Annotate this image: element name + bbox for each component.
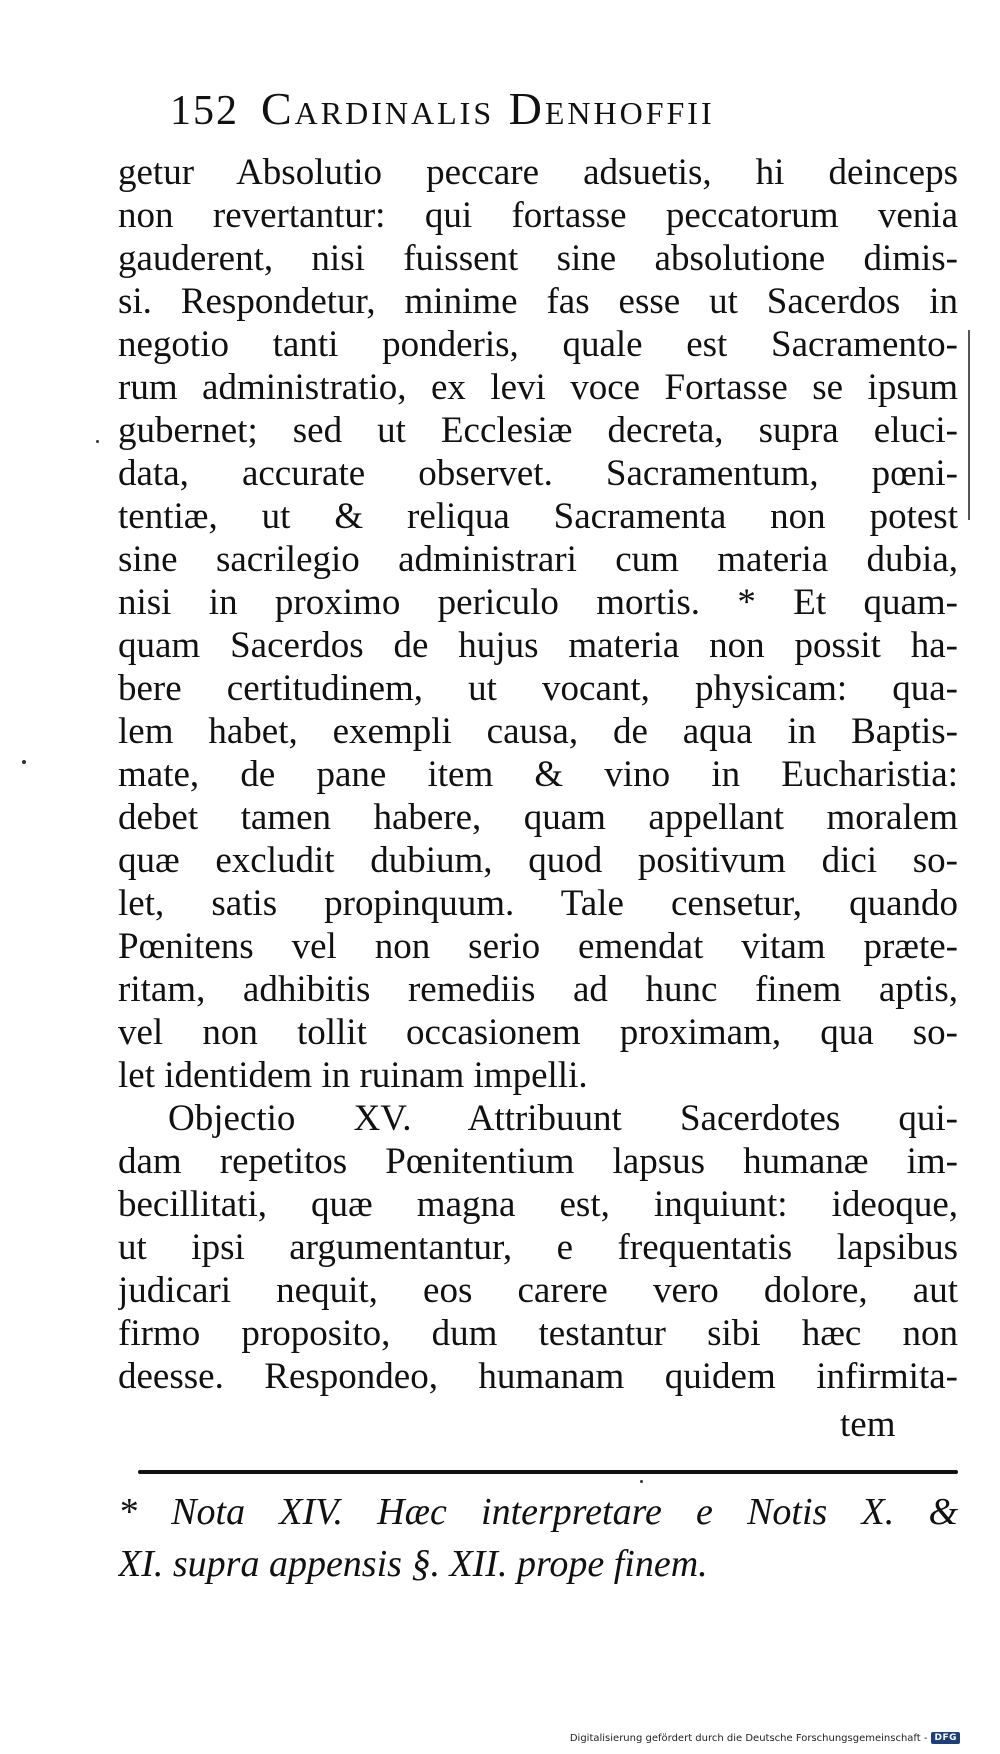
footnote-line: XI. supra appensis §. XII. prope finem. (118, 1543, 708, 1585)
text-line: ritam, adhibitis remediis ad hunc finem aptis, (118, 969, 958, 1010)
text-line: bere certitudinem, ut vocant, physicam: qua- (118, 668, 958, 709)
text-line: judicari nequit, eos carere vero dolore, aut (118, 1270, 958, 1311)
text-line: quæ excludit dubium, quod positivum dici so- (118, 840, 958, 881)
text-line: deesse. Respondeo, humanam quidem infirmita- (118, 1356, 958, 1397)
digitization-credit (570, 1730, 960, 1746)
scan-speck (22, 760, 26, 764)
catchword: tem (840, 1404, 896, 1445)
text-line: lem habet, exempli causa, de aqua in Baptis- (118, 711, 958, 752)
text-line: sine sacrilegio administrari cum materia dubia, (118, 539, 958, 580)
text-line: vel non tollit occasionem proximam, qua so- (118, 1012, 958, 1053)
body-text (118, 148, 958, 1528)
text-line: becillitati, quæ magna est, inquiunt: ideoque, (118, 1184, 958, 1225)
text-line: let identidem in ruinam impelli. (118, 1055, 588, 1096)
text-line: data, accurate observet. Sacramentum, pœni- (118, 453, 958, 494)
scan-speck (96, 440, 99, 443)
text-line: non revertantur: qui fortasse peccatorum venia (118, 195, 958, 236)
text-line: ut ipsi argumentantur, e frequentatis lapsibus (118, 1227, 958, 1268)
text-line: mate, de pane item & vino in Eucharistia: (118, 754, 958, 795)
text-line: Objectio XV. Attribuunt Sacerdotes qui- (168, 1098, 958, 1139)
footnote-rule (138, 1470, 958, 1474)
text-line: dam repetitos Pœnitentium lapsus humanæ im- (118, 1141, 958, 1182)
credit-text: Digitalisierung gefördert durch die Deutsche Forschungsgemeinschaft - (569, 1732, 928, 1744)
text-line: negotio tanti ponderis, quale est Sacramento- (118, 324, 958, 365)
text-line: Pœnitens vel non serio emendat vitam præte- (118, 926, 958, 967)
text-line: rum administratio, ex levi voce Fortasse se ipsum (118, 367, 958, 408)
text-line: si. Respondetur, minime fas esse ut Sacerdos in (118, 281, 958, 322)
running-title: Cardinalis Denhoffii (261, 83, 715, 134)
page-number: 152 (170, 88, 239, 134)
text-line: let, satis propinquum. Tale censetur, quando (118, 883, 958, 924)
text-line: quam Sacerdos de hujus materia non possit ha- (118, 625, 958, 666)
text-line: tentiæ, ut & reliqua Sacramenta non potest (118, 496, 958, 537)
scan-speck (640, 1480, 643, 1483)
text-line: debet tamen habere, quam appellant moralem (118, 797, 958, 838)
text-line: nisi in proximo periculo mortis. * Et quam- (118, 582, 958, 623)
dfg-logo-icon: DFG (931, 1732, 960, 1744)
running-head (170, 82, 900, 142)
footnote-line: * Nota XIV. Hæc interpretare e Notis X. & (118, 1491, 958, 1533)
text-line: gauderent, nisi fuissent sine absolutione dimis- (118, 238, 958, 279)
text-line: getur Absolutio peccare adsuetis, hi deinceps (118, 152, 958, 193)
footnote (118, 1486, 958, 1590)
text-line: firmo proposito, dum testantur sibi hæc non (118, 1313, 958, 1354)
text-line: gubernet; sed ut Ecclesiæ decreta, supra eluci- (118, 410, 958, 451)
margin-rule (968, 330, 970, 520)
